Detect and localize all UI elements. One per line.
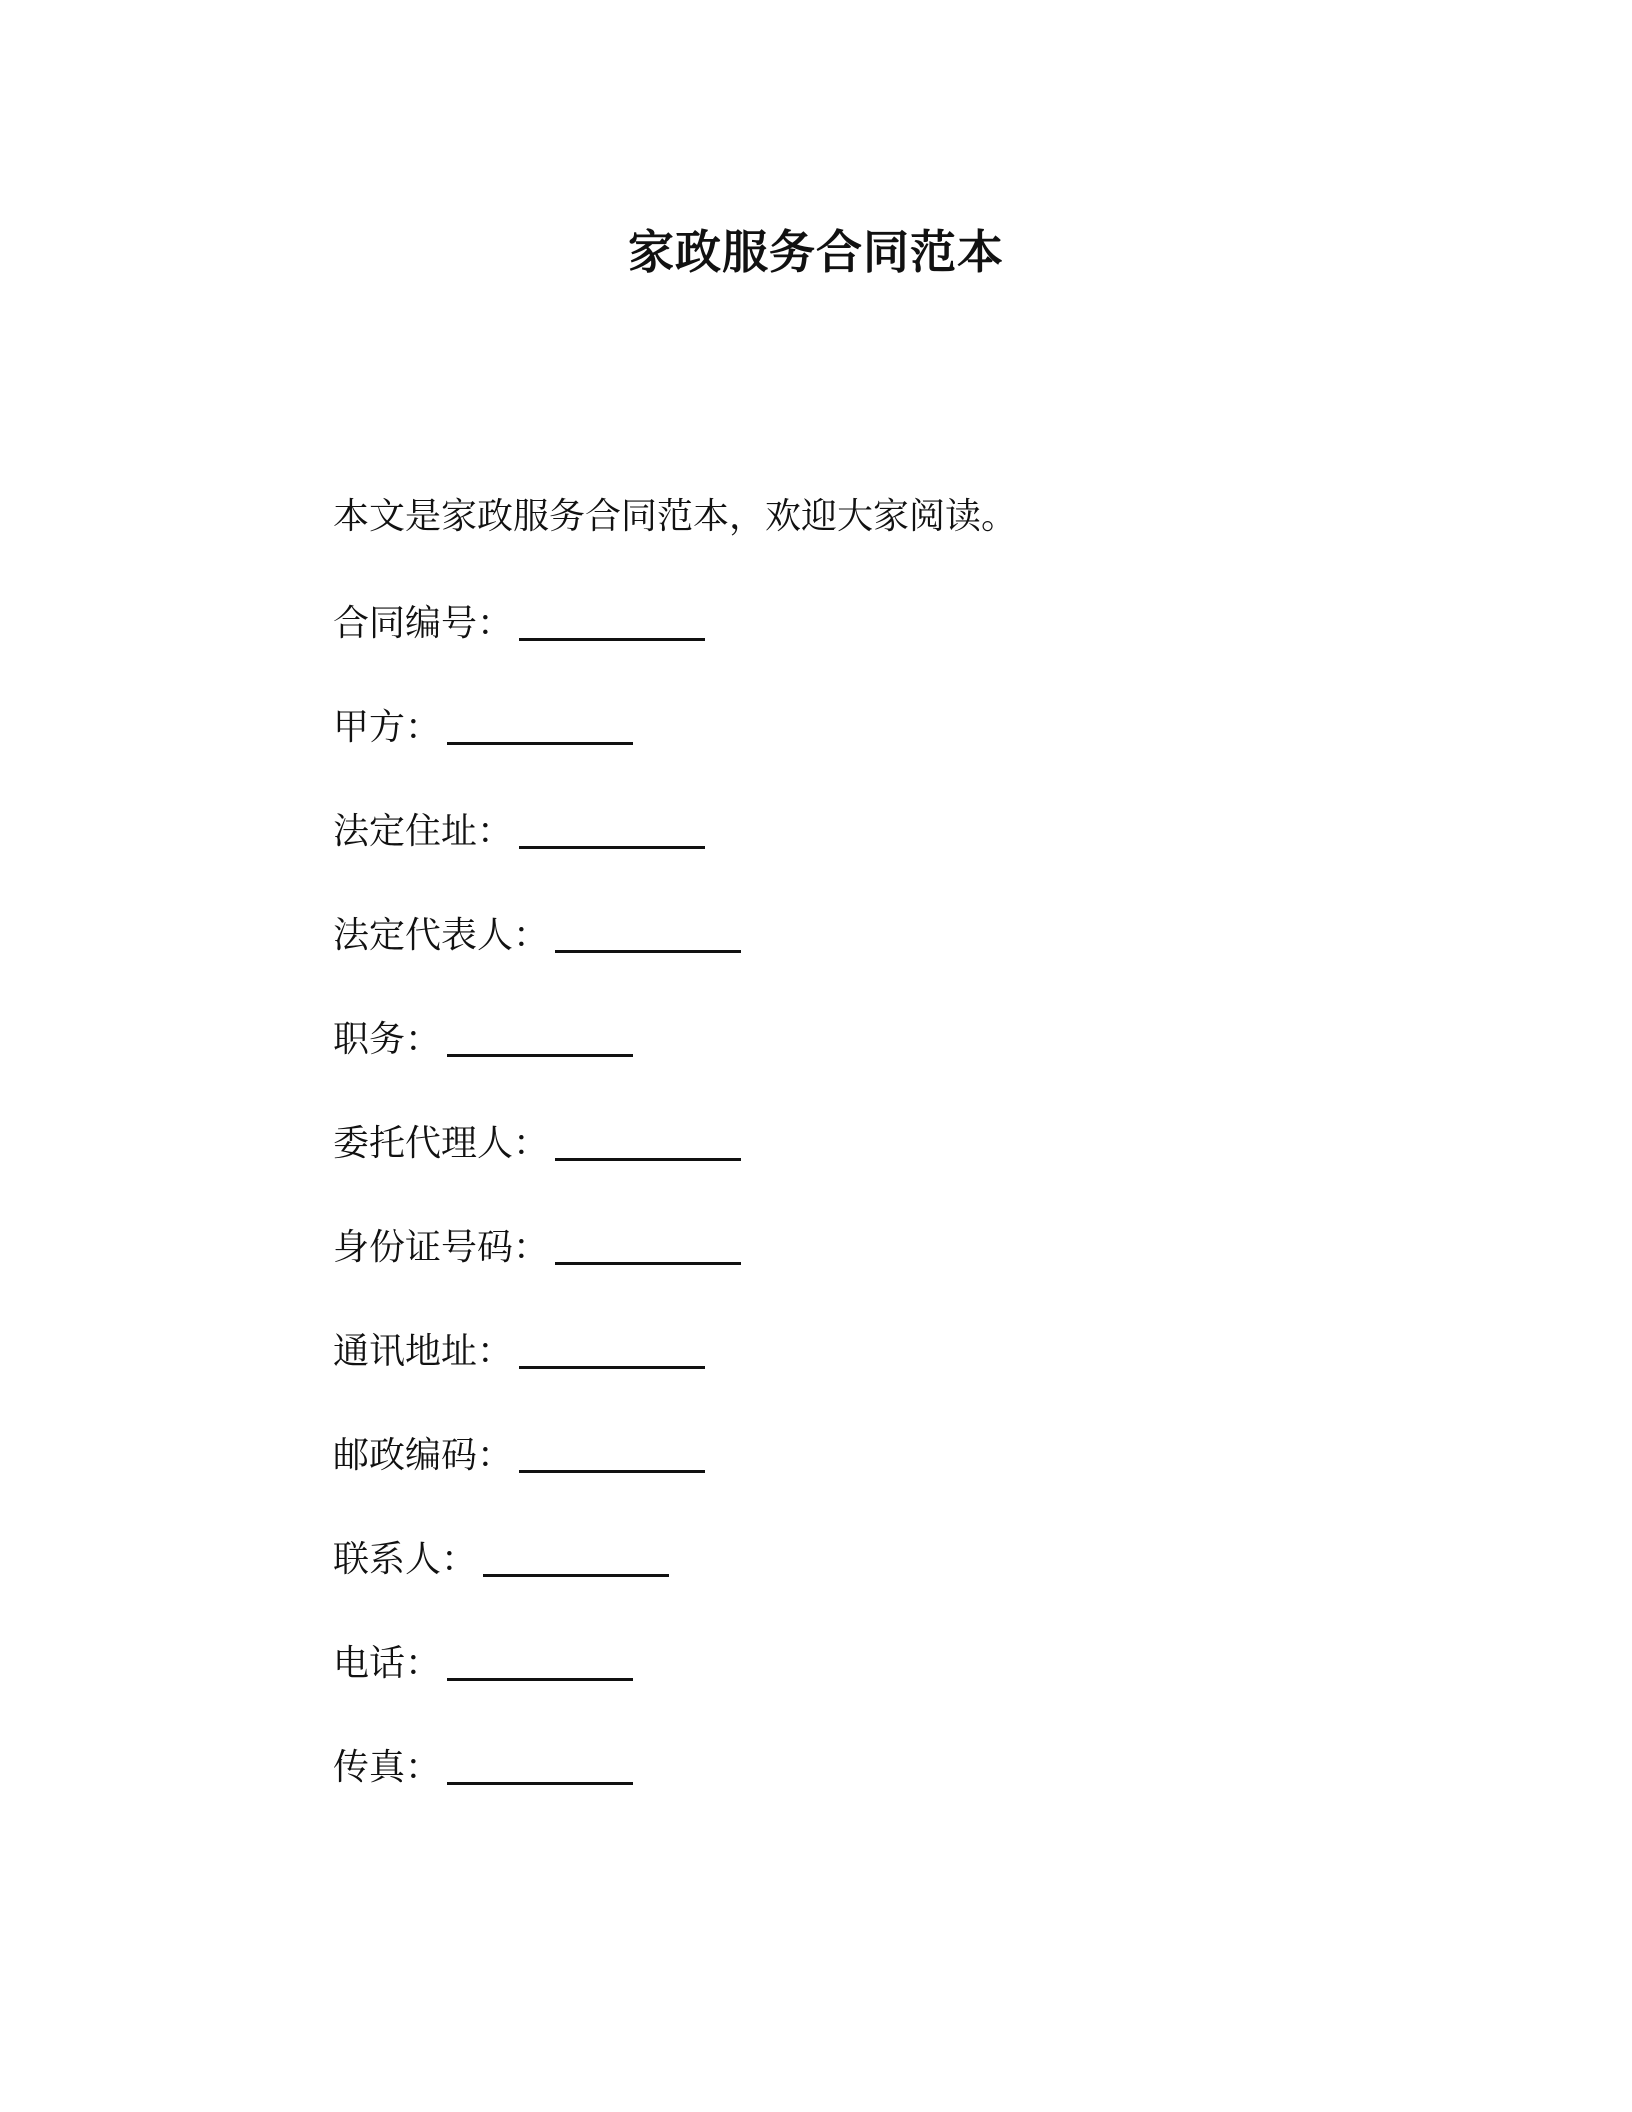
field-legal-address [333, 804, 741, 908]
fill-in-blank [555, 914, 741, 953]
field-postal-code [333, 1428, 741, 1532]
field-colon: ： [441, 1539, 478, 1580]
field-colon: ： [405, 1747, 442, 1788]
fill-in-blank [519, 1330, 705, 1369]
field-colon: ： [405, 1019, 442, 1060]
field-colon: ： [477, 1331, 514, 1372]
fill-in-blank [447, 1642, 633, 1681]
field-label: 电话 [333, 1643, 406, 1684]
fill-in-blank [447, 706, 633, 745]
field-label: 联系人 [333, 1539, 442, 1580]
field-colon: ： [477, 1435, 514, 1476]
field-colon: ： [405, 707, 442, 748]
field-mailing-address [333, 1324, 741, 1428]
fill-in-blank [447, 1746, 633, 1785]
fill-in-blank [519, 810, 705, 849]
field-label: 甲方 [333, 707, 406, 748]
document-title: 家政服务合同范本 [628, 225, 1004, 279]
field-colon: ： [405, 1643, 442, 1684]
field-legal-representative [333, 908, 741, 1012]
field-label: 传真 [333, 1747, 406, 1788]
fill-in-blank [483, 1538, 669, 1577]
fill-in-blank [447, 1018, 633, 1057]
contract-field-list [333, 596, 741, 1844]
field-colon: ： [513, 1123, 550, 1164]
field-label: 邮政编码 [333, 1435, 478, 1476]
fill-in-blank [519, 1434, 705, 1473]
field-label: 合同编号 [333, 603, 478, 644]
field-label: 法定代表人 [333, 915, 514, 956]
field-label: 职务 [333, 1019, 406, 1060]
field-label: 委托代理人 [333, 1123, 514, 1164]
field-label: 通讯地址 [333, 1331, 478, 1372]
field-colon: ： [513, 1227, 550, 1268]
intro-paragraph: 本文是家政服务合同范本，欢迎大家阅读。 [333, 496, 1018, 537]
field-party-a [333, 700, 741, 804]
field-colon: ： [477, 603, 514, 644]
field-contract-number [333, 596, 741, 700]
field-label: 身份证号码 [333, 1227, 514, 1268]
field-fax [333, 1740, 741, 1844]
field-phone [333, 1636, 741, 1740]
fill-in-blank [555, 1122, 741, 1161]
fill-in-blank [555, 1226, 741, 1265]
field-colon: ： [513, 915, 550, 956]
field-id-number [333, 1220, 741, 1324]
field-position [333, 1012, 741, 1116]
field-authorized-agent [333, 1116, 741, 1220]
field-colon: ： [477, 811, 514, 852]
fill-in-blank [519, 602, 705, 641]
field-contact-person [333, 1532, 741, 1636]
field-label: 法定住址 [333, 811, 478, 852]
